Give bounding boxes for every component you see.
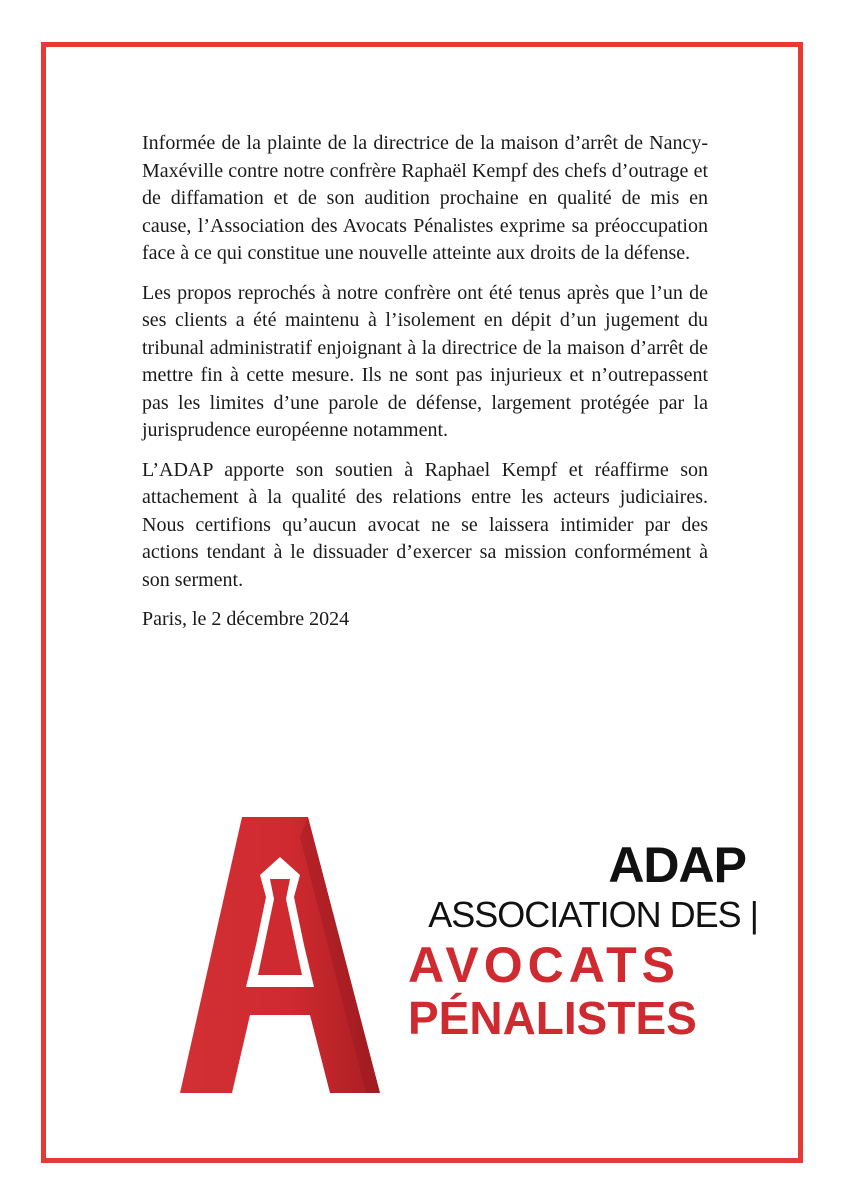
adap-logo xyxy=(180,815,760,1095)
paragraph-1: Informée de la plainte de la directrice de la maison d’arrêt de Nancy-Maxéville contre notre confrère Raphaël Kempf des chefs d’outrage et de diffamation et de son audition prochaine en qualité de mis en cause, l’Association des Avocats Pénalistes exprime sa préoccupation face à ce qui constitue une nouvelle atteinte aux droits de la défense. xyxy=(142,132,708,264)
letter-body xyxy=(142,130,708,634)
logo-line-avocats: AVOCATS xyxy=(408,937,681,993)
date-line: Paris, le 2 décembre 2024 xyxy=(142,608,350,630)
paragraph-3: L’ADAP apporte son soutien à Raphael Kempf et réaffirme son attachement à la qualité des relations entre les acteurs judiciaires. Nous certifions qu’aucun avocat ne se laissera intimider par des actions tendant à le dissuader d’exercer sa mission conformément à son serment. xyxy=(142,458,708,591)
logo-wordmark xyxy=(398,837,758,1043)
logo-line-penalistes: PÉNALISTES xyxy=(408,992,697,1044)
letter-a-logo-icon xyxy=(180,815,380,1095)
logo-acronym: ADAP xyxy=(608,837,746,893)
paragraph-2: Les propos reprochés à notre confrère ont été tenus après que l’un de ses clients a été maintenu à l’isolement en dépit d’un jugement du tribunal administratif enjoignant à la directrice de la maison d’arrêt de mettre fin à cette mesure. Ils ne sont pas injurieux et n’outrepassent pas les limites d’une parole de défense, largement protégée par la jurisprudence européenne notamment. xyxy=(142,281,708,441)
logo-line-association: ASSOCIATION DES | xyxy=(428,894,758,935)
